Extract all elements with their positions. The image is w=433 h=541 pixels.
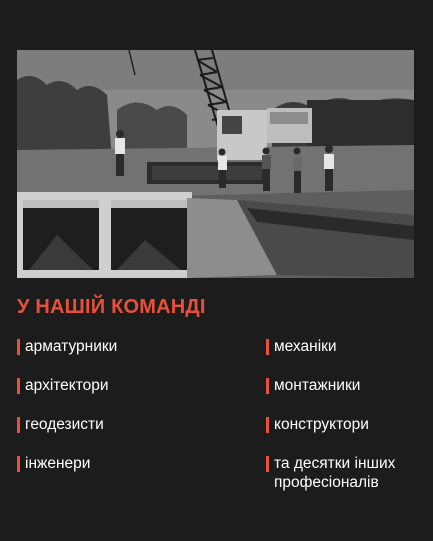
list-item-label: та десятки інших професіоналів [274,455,396,491]
list-item-label: інженери [25,455,91,472]
accent-bar [266,339,269,355]
list-item [17,337,117,356]
accent-bar [17,417,20,433]
list-item-label: геодезисти [25,416,104,433]
accent-bar [17,378,20,394]
list-item-label: арматурники [25,338,118,355]
accent-bar [266,417,269,433]
accent-bar [17,339,20,355]
list-item [17,454,90,473]
list-item [17,376,109,395]
list-item-label: монтажники [274,377,361,394]
accent-bar [266,378,269,394]
list-item-label: конструктори [274,416,369,433]
list-item [266,454,416,492]
accent-bar [17,456,20,472]
list-item-label: механіки [274,338,337,355]
list-item [266,415,369,434]
list-item [17,415,104,434]
list-item [266,337,337,356]
accent-bar [266,456,269,472]
section-title: У НАШІЙ КОМАНДІ [17,296,206,318]
list-item [266,376,360,395]
construction-site-photo [17,50,414,278]
list-item-label: архітектори [25,377,109,394]
